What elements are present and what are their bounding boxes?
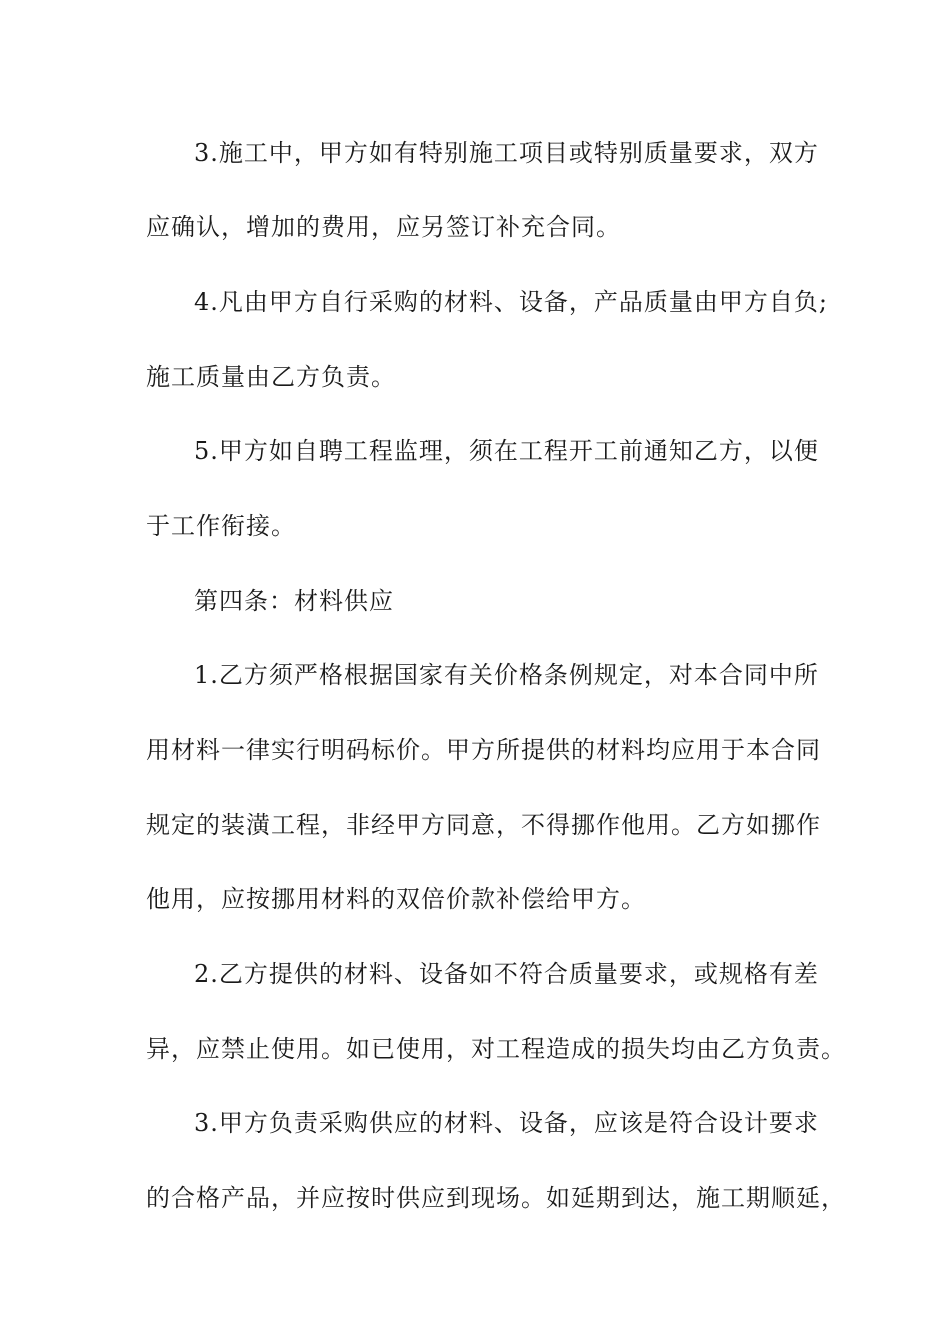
- paragraph-line: 用材料一律实行明码标价。甲方所提供的材料均应用于本合同: [146, 736, 821, 764]
- paragraph-line: 3.甲方负责采购供应的材料、设备，应该是符合设计要求: [194, 1109, 819, 1137]
- paragraph-line: 他用，应按挪用材料的双倍价款补偿给甲方。: [146, 885, 646, 913]
- paragraph-line: 于工作衔接。: [146, 512, 296, 540]
- paragraph-line: 4.凡由甲方自行采购的材料、设备，产品质量由甲方自负;: [194, 288, 828, 316]
- paragraph-line: 的合格产品，并应按时供应到现场。如延期到达，施工期顺延，: [146, 1184, 846, 1212]
- section-heading: 第四条：材料供应: [194, 587, 394, 615]
- paragraph-line: 异，应禁止使用。如已使用，对工程造成的损失均由乙方负责。: [146, 1035, 846, 1063]
- paragraph-line: 施工质量由乙方负责。: [146, 363, 396, 391]
- paragraph-line: 5.甲方如自聘工程监理，须在工程开工前通知乙方，以便: [194, 437, 819, 465]
- paragraph-line: 1.乙方须严格根据国家有关价格条例规定，对本合同中所: [194, 661, 819, 689]
- paragraph-line: 应确认，增加的费用，应另签订补充合同。: [146, 213, 621, 241]
- paragraph-line: 3.施工中，甲方如有特别施工项目或特别质量要求，双方: [194, 139, 819, 167]
- paragraph-line: 2.乙方提供的材料、设备如不符合质量要求，或规格有差: [194, 960, 819, 988]
- paragraph-line: 规定的装潢工程，非经甲方同意，不得挪作他用。乙方如挪作: [146, 811, 821, 839]
